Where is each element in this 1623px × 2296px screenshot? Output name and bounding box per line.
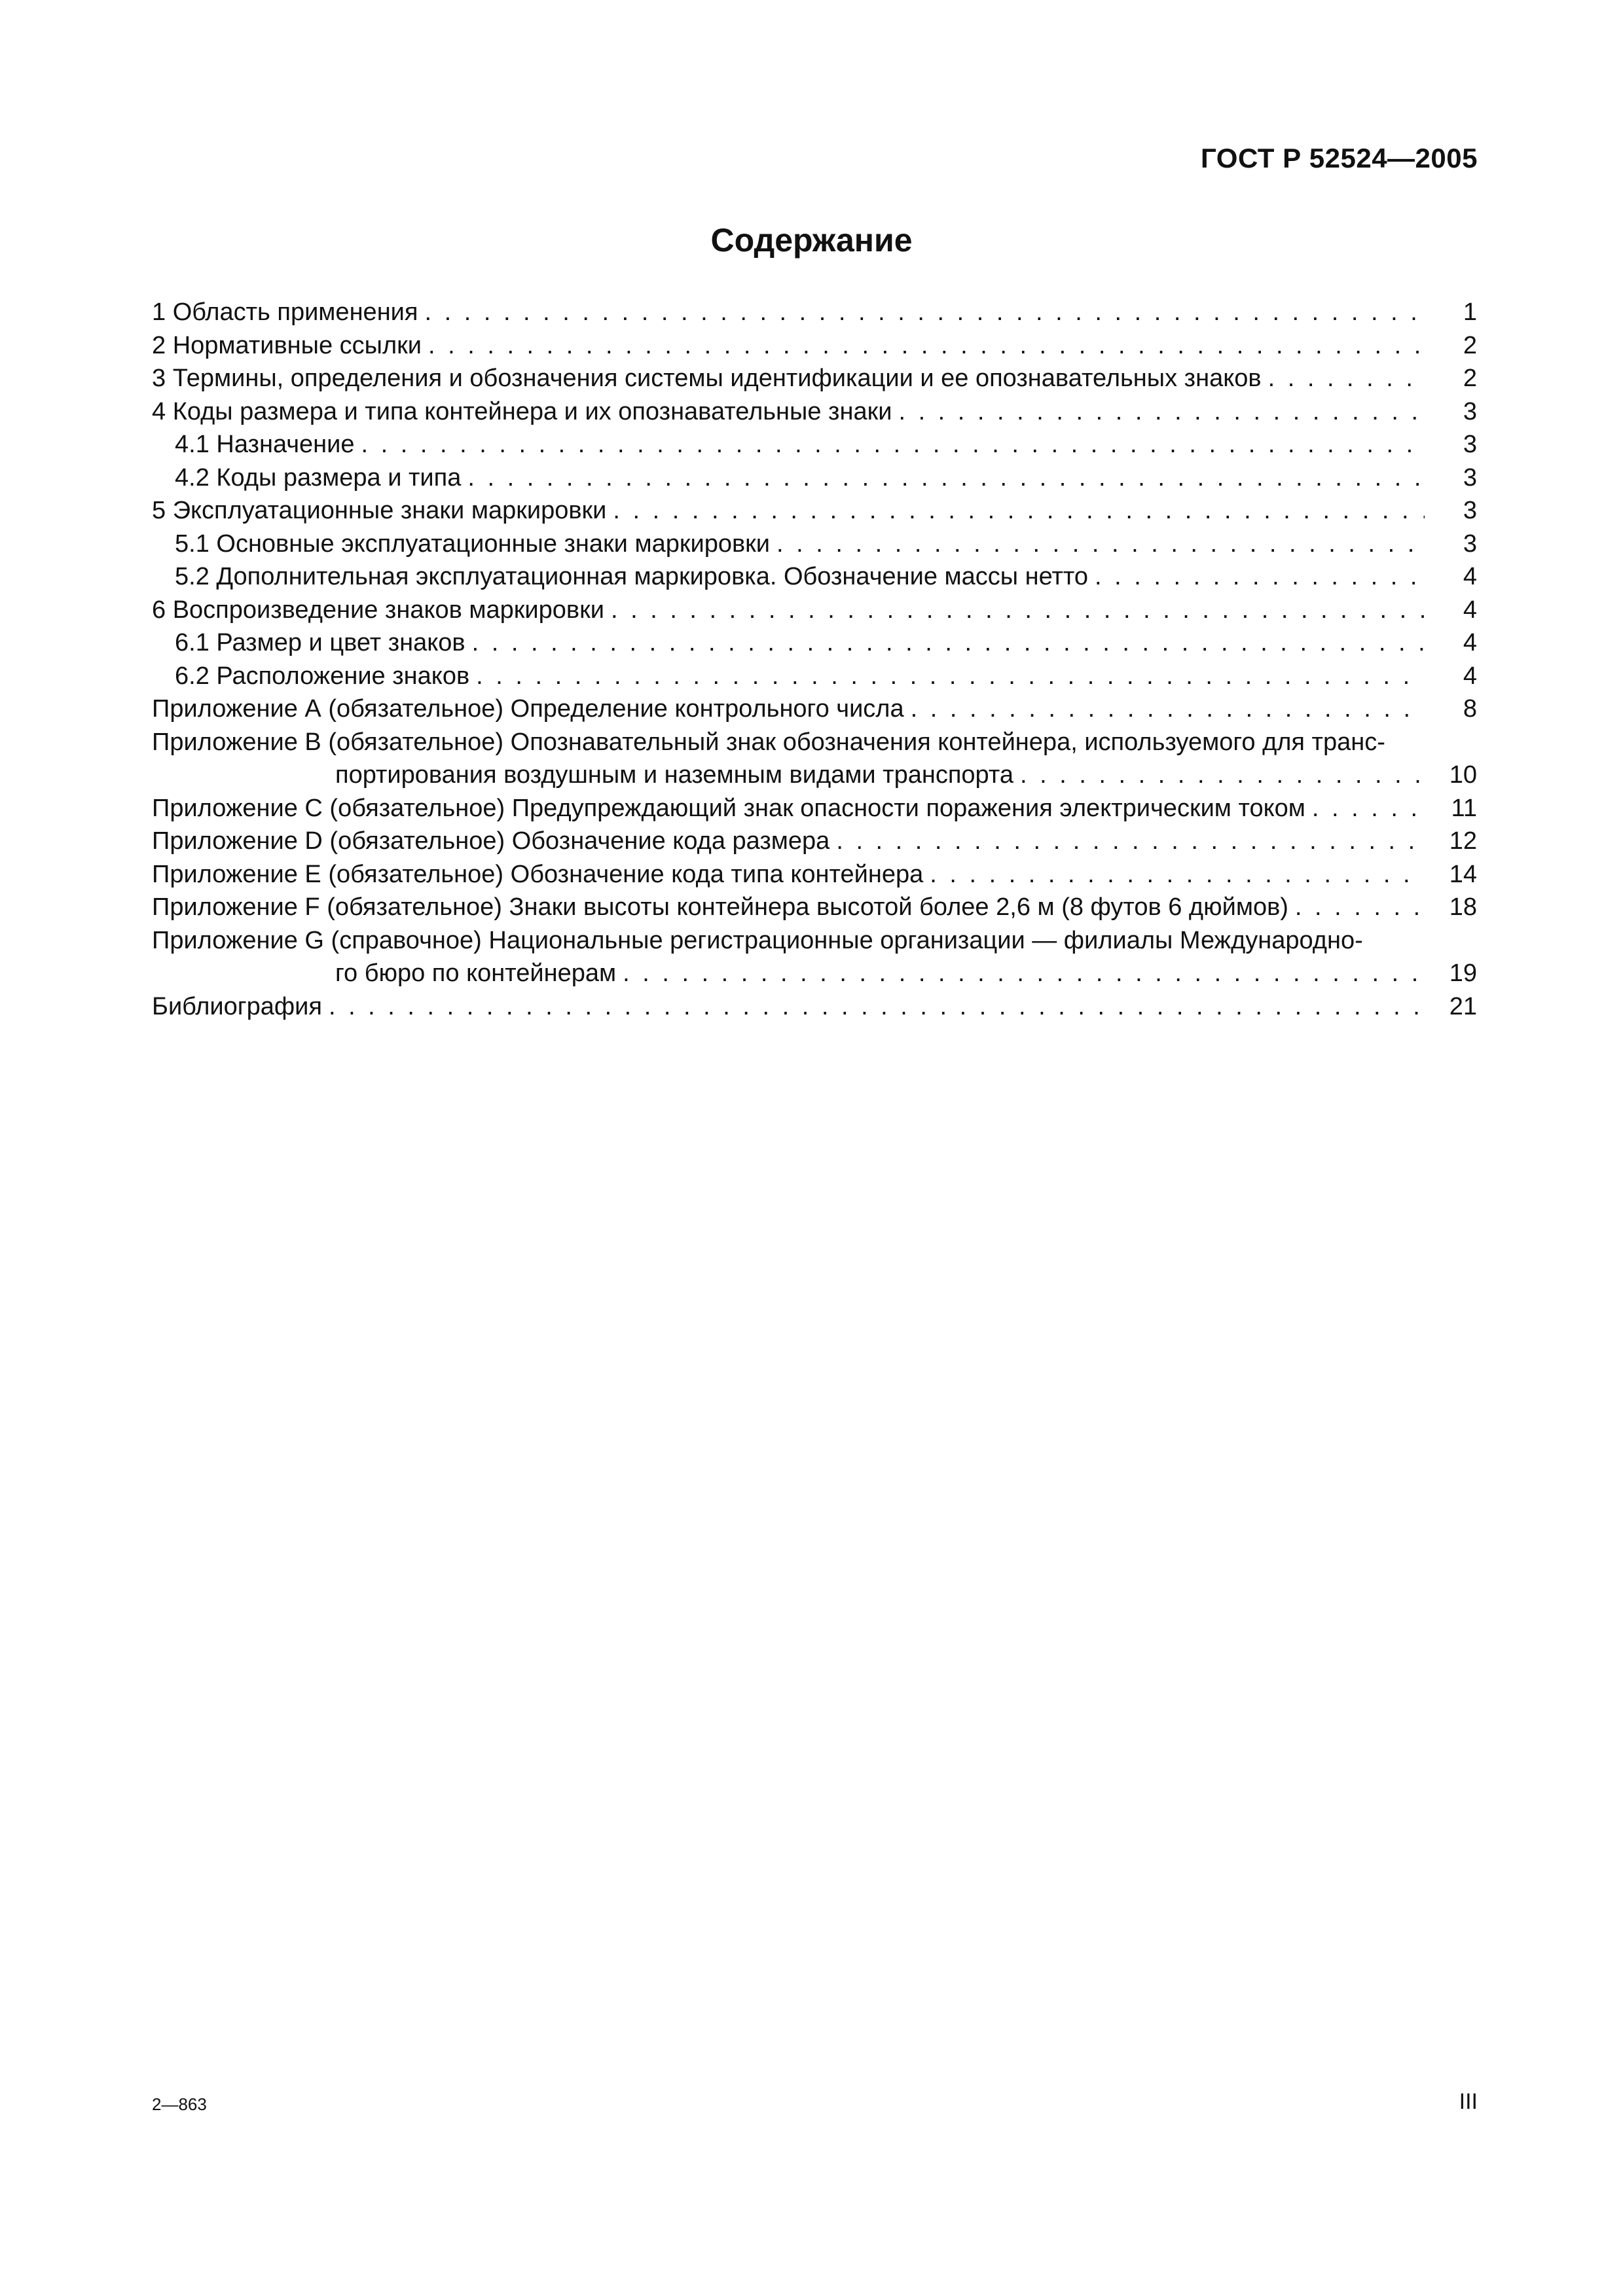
toc-entry-title: Приложение А (обязательное) Определение контрольного числа bbox=[152, 695, 904, 723]
toc-leader-dots bbox=[836, 825, 1425, 858]
toc-entry[interactable] bbox=[152, 792, 1477, 825]
toc-leader-dots bbox=[361, 428, 1425, 461]
toc-entry[interactable] bbox=[152, 660, 1477, 693]
toc-entry-page: 2 bbox=[1463, 331, 1477, 359]
toc-entry[interactable] bbox=[152, 858, 1477, 891]
toc-entry-page: 4 bbox=[1463, 629, 1477, 656]
toc-entry-page: 3 bbox=[1463, 431, 1477, 458]
toc-entry-title: портирования воздушным и наземным видами транспорта bbox=[335, 761, 1013, 789]
toc-leader-dots bbox=[428, 329, 1425, 363]
toc-entry-title: 6.1 Размер и цвет знаков bbox=[175, 629, 465, 656]
toc-entry-page: 12 bbox=[1449, 827, 1477, 855]
toc-entry-title: Приложение Е (обязательное) Обозначение кода типа контейнера bbox=[152, 860, 924, 888]
footer-sheet-code: 2—863 bbox=[152, 2094, 207, 2114]
toc-leader-dots bbox=[1020, 759, 1425, 792]
toc-entry[interactable] bbox=[152, 560, 1477, 594]
toc-entry[interactable] bbox=[152, 726, 1477, 759]
toc-leader-dots bbox=[898, 395, 1425, 429]
toc-entry-page: 18 bbox=[1449, 893, 1477, 921]
toc-entry-title: Приложение В (обязательное) Опознавательный знак обозначения контейнера, используемого для транс- bbox=[152, 728, 1385, 756]
toc-entry-page: 4 bbox=[1463, 563, 1477, 590]
toc-leader-dots bbox=[1312, 792, 1425, 825]
toc-entry-title: 6.2 Расположение знаков bbox=[175, 662, 470, 690]
toc-entry-page: 19 bbox=[1449, 960, 1477, 987]
toc-entry-page: 21 bbox=[1449, 992, 1477, 1020]
toc-entry-title: 4.1 Назначение bbox=[175, 431, 355, 458]
toc-leader-dots bbox=[467, 461, 1425, 495]
toc-entry-page: 3 bbox=[1463, 497, 1477, 524]
toc-entry-title: Приложение F (обязательное) Знаки высоты контейнера высотой более 2,6 м (8 футов 6 дюймов) bbox=[152, 893, 1288, 921]
toc-entry[interactable] bbox=[152, 594, 1477, 627]
toc-entry-page: 3 bbox=[1463, 397, 1477, 425]
toc-entry[interactable] bbox=[152, 428, 1477, 461]
toc-entry-title: Библиография bbox=[152, 992, 322, 1020]
toc-entry[interactable] bbox=[152, 692, 1477, 726]
toc-entry[interactable] bbox=[152, 494, 1477, 528]
toc-entry-page: 3 bbox=[1463, 463, 1477, 492]
toc-entry[interactable] bbox=[152, 395, 1477, 429]
toc-entry[interactable] bbox=[152, 329, 1477, 363]
toc-entry-page: 1 bbox=[1463, 298, 1477, 326]
toc-entry-page: 2 bbox=[1463, 365, 1477, 392]
toc-leader-dots bbox=[472, 626, 1425, 660]
toc-leader-dots bbox=[613, 494, 1425, 528]
toc-leader-dots bbox=[623, 957, 1425, 990]
toc-entry[interactable] bbox=[152, 528, 1477, 561]
toc-entry-page: 4 bbox=[1463, 662, 1477, 690]
toc-entry-title: Приложение G (справочное) Национальные регистрационные организации — филиалы Международно- bbox=[152, 926, 1363, 954]
toc-entry[interactable] bbox=[152, 296, 1477, 329]
footer-page-number: III bbox=[1459, 2089, 1478, 2114]
toc-entry-page: 8 bbox=[1463, 695, 1477, 723]
toc-entry[interactable] bbox=[152, 924, 1477, 958]
toc-entry-title: 3 Термины, определения и обозначения системы идентификации и ее опознавательных знаков bbox=[152, 365, 1262, 392]
toc-entry-title: 2 Нормативные ссылки bbox=[152, 331, 422, 359]
toc-entry-title: 4 Коды размера и типа контейнера и их опознавательные знаки bbox=[152, 397, 892, 425]
toc-entry-title: 5 Эксплуатационные знаки маркировки bbox=[152, 497, 607, 524]
toc-leader-dots bbox=[476, 660, 1425, 693]
toc-entry-title: 5.1 Основные эксплуатационные знаки маркировки bbox=[175, 529, 771, 558]
toc-entry[interactable] bbox=[152, 825, 1477, 858]
toc-entry[interactable] bbox=[152, 957, 1477, 990]
toc-entry-title: 5.2 Дополнительная эксплуатационная маркировка. Обозначение массы нетто bbox=[175, 563, 1089, 590]
toc-leader-dots bbox=[1295, 891, 1425, 924]
table-of-contents bbox=[152, 296, 1477, 1023]
toc-entry-title: Приложение D (обязательное) Обозначение кода размера bbox=[152, 827, 830, 855]
toc-entry-title: 6 Воспроизведение знаков маркировки bbox=[152, 596, 604, 624]
page-title: Содержание bbox=[710, 222, 913, 259]
toc-entry[interactable] bbox=[152, 461, 1477, 495]
toc-entry-page: 14 bbox=[1449, 860, 1477, 888]
toc-entry-title: 4.2 Коды размера и типа bbox=[175, 463, 462, 492]
toc-leader-dots bbox=[776, 528, 1425, 561]
toc-entry-title: 1 Область применения bbox=[152, 298, 418, 326]
toc-entry-page: 11 bbox=[1451, 794, 1477, 822]
toc-entry[interactable] bbox=[152, 362, 1477, 395]
toc-entry[interactable] bbox=[152, 891, 1477, 924]
toc-leader-dots bbox=[329, 990, 1425, 1024]
document-code: ГОСТ Р 52524—2005 bbox=[1201, 143, 1478, 173]
toc-entry-title: Приложение С (обязательное) Предупреждающий знак опасности поражения электрическим током bbox=[152, 794, 1305, 822]
toc-entry-page: 4 bbox=[1463, 596, 1477, 624]
toc-entry[interactable] bbox=[152, 759, 1477, 792]
toc-entry-title: го бюро по контейнерам bbox=[335, 960, 617, 987]
toc-entry-page: 10 bbox=[1449, 761, 1477, 789]
toc-leader-dots bbox=[930, 858, 1425, 891]
toc-leader-dots bbox=[424, 296, 1425, 329]
toc-entry[interactable] bbox=[152, 626, 1477, 660]
toc-leader-dots bbox=[1268, 362, 1425, 395]
toc-leader-dots bbox=[611, 594, 1425, 627]
toc-entry[interactable] bbox=[152, 990, 1477, 1024]
toc-entry-page: 3 bbox=[1463, 529, 1477, 558]
toc-leader-dots bbox=[911, 692, 1425, 726]
toc-leader-dots bbox=[1095, 560, 1425, 594]
